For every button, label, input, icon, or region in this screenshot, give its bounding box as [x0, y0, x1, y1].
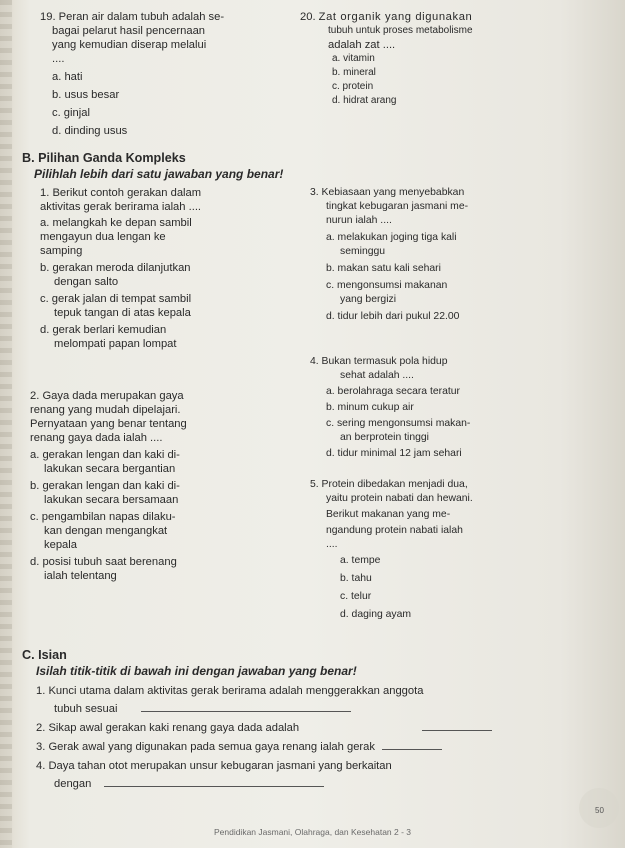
- b2-line: 2. Gaya dada merupakan gaya: [30, 390, 184, 402]
- b1-option-b[interactable]: b. gerakan meroda dilanjutkan: [40, 262, 191, 274]
- b2-line: Pernyataan yang benar tentang: [30, 418, 187, 430]
- b1-line: aktivitas gerak berirama ialah ....: [40, 201, 202, 213]
- q19-line: Peran air dalam tubuh adalah se-: [58, 11, 225, 23]
- b3-line: tingkat kebugaran jasmani me-: [326, 201, 469, 212]
- question-20: [300, 10, 600, 108]
- b5-line: ....: [326, 539, 338, 550]
- q20-option-c[interactable]: c. protein: [332, 81, 374, 92]
- b1-option-a-cont: mengayun dua lengan ke: [40, 231, 166, 243]
- b5-line: Berikut makanan yang me-: [326, 509, 451, 520]
- section-c-title: C. Isian: [22, 648, 67, 662]
- b5-line: yaitu protein nabati dan hewani.: [326, 493, 473, 504]
- c-item-2-answer-blank[interactable]: [422, 730, 492, 731]
- q19-option-c[interactable]: c. ginjal: [52, 107, 90, 119]
- section-b-instruction: Pilihlah lebih dari satu jawaban yang benar!: [34, 167, 284, 181]
- b3-option-a-cont: seminggu: [340, 246, 386, 257]
- b4-option-c[interactable]: c. sering mengonsumsi makan-: [326, 418, 471, 429]
- q19-line: yang kemudian diserap melalui: [52, 39, 207, 51]
- b2-line: renang yang mudah dipelajari.: [30, 404, 181, 416]
- b3-option-d[interactable]: d. tidur lebih dari pukul 22.00: [326, 311, 460, 322]
- b3-option-c-cont: yang bergizi: [340, 294, 397, 305]
- c-item-4: 4. Daya tahan otot merupakan unsur kebugaran jasmani yang berkaitan: [36, 760, 392, 772]
- b4-line: sehat adalah ....: [340, 370, 414, 381]
- b4-option-c-cont: an berprotein tinggi: [340, 432, 429, 443]
- b2-option-a[interactable]: a. gerakan lengan dan kaki di-: [30, 449, 180, 461]
- b2-option-c-cont: kepala: [44, 539, 77, 551]
- b3-option-a[interactable]: a. melakukan joging tiga kali: [326, 232, 457, 243]
- b4-option-d[interactable]: d. tidur minimal 12 jam sehari: [326, 448, 462, 459]
- q20-option-b[interactable]: b. mineral: [332, 67, 376, 78]
- b3-line: nurun ialah ....: [326, 215, 392, 226]
- b5-option-a[interactable]: a. tempe: [340, 555, 381, 566]
- b4-line: 4. Bukan termasuk pola hidup: [310, 356, 448, 367]
- q20-line: Zat organik yang digunakan: [318, 11, 473, 23]
- b5-option-b[interactable]: b. tahu: [340, 573, 372, 584]
- section-b-header: [22, 151, 422, 181]
- c-item-3: 3. Gerak awal yang digunakan pada semua gaya renang ialah gerak: [36, 741, 375, 753]
- c-item-1-answer-blank[interactable]: [141, 711, 351, 712]
- section-b-title: B. Pilihan Ganda Kompleks: [22, 151, 186, 165]
- b2-option-a-cont: lakukan secara bergantian: [44, 463, 176, 475]
- q19-option-b[interactable]: b. usus besar: [52, 89, 120, 101]
- question-b3: [310, 186, 610, 324]
- q20-option-d[interactable]: d. hidrat arang: [332, 95, 397, 106]
- c-item-4-answer-blank[interactable]: [104, 786, 324, 787]
- b1-option-c-cont: tepuk tangan di atas kepala: [54, 307, 191, 319]
- b2-line: renang gaya dada ialah ....: [30, 432, 163, 444]
- q19-option-d[interactable]: d. dinding usus: [52, 125, 128, 137]
- b1-option-a[interactable]: a. melangkah ke depan sambil: [40, 217, 192, 229]
- section-c-instruction: Isilah titik-titik di bawah ini dengan jawaban yang benar!: [36, 664, 357, 678]
- q20-line: tubuh untuk proses metabolisme: [328, 25, 473, 36]
- b5-line: 5. Protein dibedakan menjadi dua,: [310, 479, 468, 490]
- b3-line: 3. Kebiasaan yang menyebabkan: [310, 187, 465, 198]
- b1-option-c[interactable]: c. gerak jalan di tempat sambil: [40, 293, 192, 305]
- section-c: [22, 648, 612, 791]
- b1-option-a-cont: samping: [40, 245, 83, 257]
- c-item-3-answer-blank[interactable]: [382, 749, 442, 750]
- question-b4: [310, 355, 610, 461]
- b2-option-b[interactable]: b. gerakan lengan dan kaki di-: [30, 480, 180, 492]
- c-item-2: 2. Sikap awal gerakan kaki renang gaya dada adalah: [36, 722, 300, 734]
- b1-option-d-cont: melompati papan lompat: [54, 338, 177, 350]
- binding-edge: [0, 0, 12, 848]
- question-b1: [40, 186, 295, 351]
- c-item-1: 1. Kunci utama dalam aktivitas gerak berirama adalah menggerakkan anggota: [36, 685, 424, 697]
- c-item-4-cont: dengan: [54, 778, 92, 790]
- b1-line: 1. Berikut contoh gerakan dalam: [40, 187, 202, 199]
- b3-option-b[interactable]: b. makan satu kali sehari: [326, 263, 441, 274]
- b2-option-d-cont: ialah telentang: [44, 570, 117, 582]
- c-item-1-cont: tubuh sesuai: [54, 703, 118, 715]
- q19-option-a[interactable]: a. hati: [52, 71, 83, 83]
- page-number: 50: [595, 806, 604, 815]
- b5-option-c[interactable]: c. telur: [340, 591, 372, 602]
- footer-text: Pendidikan Jasmani, Olahraga, dan Kesehatan 2 - 3: [213, 827, 412, 837]
- b1-option-d[interactable]: d. gerak berlari kemudian: [40, 324, 167, 336]
- b5-line: ngandung protein nabati ialah: [326, 525, 463, 536]
- q19-number: 19.: [40, 11, 56, 23]
- q19-line: ....: [52, 53, 65, 65]
- q19-line: bagai pelarut hasil pencernaan: [52, 25, 206, 37]
- question-19: [40, 10, 295, 138]
- b3-option-c[interactable]: c. mengonsumsi makanan: [326, 280, 448, 291]
- b2-option-d[interactable]: d. posisi tubuh saat berenang: [30, 556, 177, 568]
- question-b2: [30, 389, 285, 583]
- b2-option-b-cont: lakukan secara bersamaan: [44, 494, 179, 506]
- q20-number: 20.: [300, 11, 316, 23]
- b1-option-b-cont: dengan salto: [54, 276, 119, 288]
- b2-option-c-cont: kan dengan mengangkat: [44, 525, 168, 537]
- b4-option-b[interactable]: b. minum cukup air: [326, 402, 414, 413]
- b4-option-a[interactable]: a. berolahraga secara teratur: [326, 386, 461, 397]
- q20-option-a[interactable]: a. vitamin: [332, 53, 375, 64]
- b5-option-d[interactable]: d. daging ayam: [340, 609, 412, 620]
- q20-line: adalah zat ....: [328, 39, 396, 51]
- b2-option-c[interactable]: c. pengambilan napas dilaku-: [30, 511, 176, 523]
- question-b5: [310, 478, 610, 622]
